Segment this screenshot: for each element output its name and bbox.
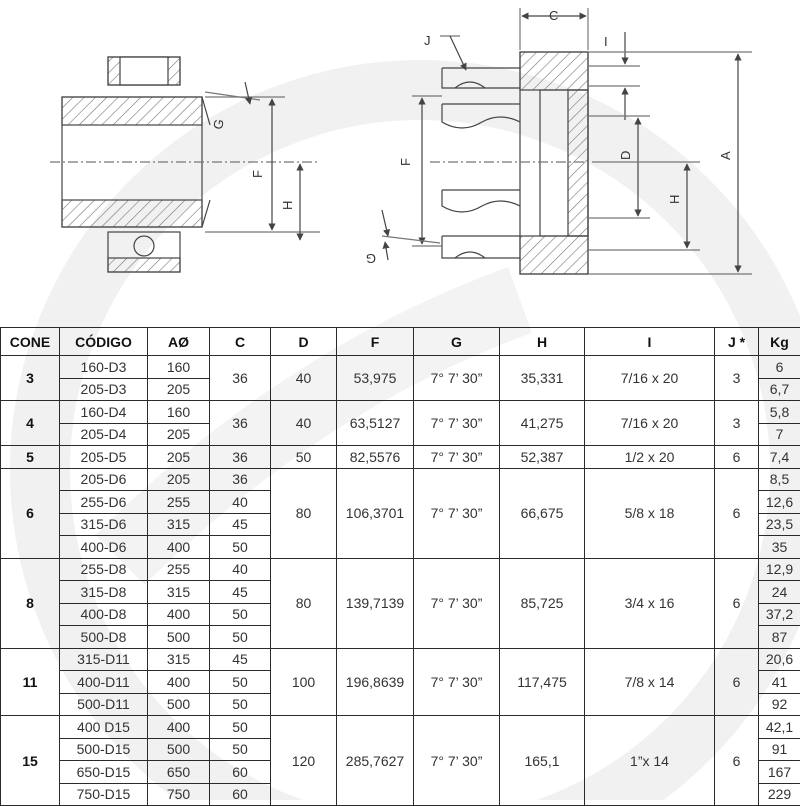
left-label-g: G bbox=[210, 118, 227, 131]
a-diameter-cell: 500 bbox=[148, 738, 210, 761]
codigo-cell: 315-D11 bbox=[60, 648, 148, 671]
f-cell: 139,7139 bbox=[337, 558, 414, 648]
right-label-g: G bbox=[366, 251, 376, 266]
a-diameter-cell: 315 bbox=[148, 513, 210, 536]
g-cell: 7° 7’ 30” bbox=[414, 558, 500, 648]
h-cell: 66,675 bbox=[500, 468, 585, 558]
a-diameter-cell: 500 bbox=[148, 693, 210, 716]
column-header: F bbox=[337, 328, 414, 356]
c-cell: 40 bbox=[210, 558, 271, 581]
right-label-a: A bbox=[718, 151, 733, 160]
d-cell: 50 bbox=[271, 446, 337, 469]
codigo-cell: 205-D5 bbox=[60, 446, 148, 469]
table-header-row bbox=[1, 328, 800, 356]
c-cell: 36 bbox=[210, 356, 271, 401]
kg-cell: 23,5 bbox=[759, 513, 800, 536]
i-cell: 7/16 x 20 bbox=[585, 356, 715, 401]
a-diameter-cell: 400 bbox=[148, 603, 210, 626]
d-cell: 40 bbox=[271, 401, 337, 446]
d-cell: 120 bbox=[271, 716, 337, 806]
i-cell: 1”x 14 bbox=[585, 716, 715, 806]
g-cell: 7° 7’ 30” bbox=[414, 446, 500, 469]
codigo-cell: 400-D8 bbox=[60, 603, 148, 626]
c-cell: 60 bbox=[210, 761, 271, 784]
c-cell: 50 bbox=[210, 536, 271, 559]
table-row bbox=[1, 401, 800, 424]
cone-cell: 5 bbox=[1, 446, 60, 469]
i-cell: 3/4 x 16 bbox=[585, 558, 715, 648]
h-cell: 117,475 bbox=[500, 648, 585, 716]
codigo-cell: 400-D11 bbox=[60, 671, 148, 694]
kg-cell: 7,4 bbox=[759, 446, 800, 469]
h-cell: 165,1 bbox=[500, 716, 585, 806]
kg-cell: 91 bbox=[759, 738, 800, 761]
a-diameter-cell: 205 bbox=[148, 446, 210, 469]
codigo-cell: 750-D15 bbox=[60, 783, 148, 806]
f-cell: 285,7627 bbox=[337, 716, 414, 806]
j-cell: 6 bbox=[715, 648, 759, 716]
j-cell: 3 bbox=[715, 401, 759, 446]
column-header: AØ bbox=[148, 328, 210, 356]
cone-cell: 11 bbox=[1, 648, 60, 716]
a-diameter-cell: 205 bbox=[148, 378, 210, 401]
a-diameter-cell: 160 bbox=[148, 356, 210, 379]
f-cell: 106,3701 bbox=[337, 468, 414, 558]
kg-cell: 12,9 bbox=[759, 558, 800, 581]
a-diameter-cell: 400 bbox=[148, 536, 210, 559]
left-label-h: H bbox=[280, 201, 295, 210]
i-cell: 1/2 x 20 bbox=[585, 446, 715, 469]
h-cell: 35,331 bbox=[500, 356, 585, 401]
kg-cell: 24 bbox=[759, 581, 800, 604]
codigo-cell: 205-D6 bbox=[60, 468, 148, 491]
a-diameter-cell: 205 bbox=[148, 423, 210, 446]
d-cell: 80 bbox=[271, 468, 337, 558]
c-cell: 40 bbox=[210, 491, 271, 514]
c-cell: 36 bbox=[210, 468, 271, 491]
g-cell: 7° 7’ 30” bbox=[414, 356, 500, 401]
table-body bbox=[1, 356, 800, 806]
cone-cell: 8 bbox=[1, 558, 60, 648]
a-diameter-cell: 160 bbox=[148, 401, 210, 424]
j-cell: 6 bbox=[715, 558, 759, 648]
column-header: I bbox=[585, 328, 715, 356]
h-cell: 85,725 bbox=[500, 558, 585, 648]
column-header: C bbox=[210, 328, 271, 356]
column-header: Kg bbox=[759, 328, 800, 356]
table-row bbox=[1, 716, 800, 739]
table-row bbox=[1, 648, 800, 671]
kg-cell: 8,5 bbox=[759, 468, 800, 491]
left-label-f: F bbox=[250, 170, 265, 178]
h-cell: 41,275 bbox=[500, 401, 585, 446]
a-diameter-cell: 255 bbox=[148, 558, 210, 581]
d-cell: 40 bbox=[271, 356, 337, 401]
kg-cell: 92 bbox=[759, 693, 800, 716]
a-diameter-cell: 205 bbox=[148, 468, 210, 491]
kg-cell: 6,7 bbox=[759, 378, 800, 401]
c-cell: 36 bbox=[210, 401, 271, 446]
g-cell: 7° 7’ 30” bbox=[414, 648, 500, 716]
right-label-i: I bbox=[604, 34, 608, 49]
codigo-cell: 500-D15 bbox=[60, 738, 148, 761]
codigo-cell: 255-D8 bbox=[60, 558, 148, 581]
kg-cell: 42,1 bbox=[759, 716, 800, 739]
table-row bbox=[1, 356, 800, 379]
kg-cell: 229 bbox=[759, 783, 800, 806]
column-header: J * bbox=[715, 328, 759, 356]
cone-cell: 15 bbox=[1, 716, 60, 806]
kg-cell: 41 bbox=[759, 671, 800, 694]
a-diameter-cell: 315 bbox=[148, 648, 210, 671]
codigo-cell: 650-D15 bbox=[60, 761, 148, 784]
f-cell: 82,5576 bbox=[337, 446, 414, 469]
h-cell: 52,387 bbox=[500, 446, 585, 469]
c-cell: 50 bbox=[210, 671, 271, 694]
j-cell: 6 bbox=[715, 716, 759, 806]
left-view bbox=[50, 57, 320, 272]
i-cell: 5/8 x 18 bbox=[585, 468, 715, 558]
codigo-cell: 500-D11 bbox=[60, 693, 148, 716]
codigo-cell: 315-D6 bbox=[60, 513, 148, 536]
g-cell: 7° 7’ 30” bbox=[414, 468, 500, 558]
j-cell: 3 bbox=[715, 356, 759, 401]
kg-cell: 7 bbox=[759, 423, 800, 446]
c-cell: 45 bbox=[210, 513, 271, 536]
right-label-h: H bbox=[667, 195, 682, 204]
j-cell: 6 bbox=[715, 468, 759, 558]
right-label-d: D bbox=[618, 151, 633, 160]
a-diameter-cell: 500 bbox=[148, 626, 210, 649]
kg-cell: 87 bbox=[759, 626, 800, 649]
kg-cell: 20,6 bbox=[759, 648, 800, 671]
right-label-j: J bbox=[424, 33, 431, 48]
d-cell: 100 bbox=[271, 648, 337, 716]
d-cell: 80 bbox=[271, 558, 337, 648]
codigo-cell: 255-D6 bbox=[60, 491, 148, 514]
a-diameter-cell: 400 bbox=[148, 716, 210, 739]
i-cell: 7/8 x 14 bbox=[585, 648, 715, 716]
kg-cell: 6 bbox=[759, 356, 800, 379]
codigo-cell: 205-D3 bbox=[60, 378, 148, 401]
j-cell: 6 bbox=[715, 446, 759, 469]
cone-cell: 3 bbox=[1, 356, 60, 401]
codigo-cell: 400 D15 bbox=[60, 716, 148, 739]
codigo-cell: 160-D4 bbox=[60, 401, 148, 424]
i-cell: 7/16 x 20 bbox=[585, 401, 715, 446]
column-header: H bbox=[500, 328, 585, 356]
table-row bbox=[1, 446, 800, 469]
c-cell: 50 bbox=[210, 738, 271, 761]
codigo-cell: 205-D4 bbox=[60, 423, 148, 446]
cone-cell: 6 bbox=[1, 468, 60, 558]
g-cell: 7° 7’ 30” bbox=[414, 716, 500, 806]
a-diameter-cell: 750 bbox=[148, 783, 210, 806]
column-header: D bbox=[271, 328, 337, 356]
g-cell: 7° 7’ 30” bbox=[414, 401, 500, 446]
a-diameter-cell: 400 bbox=[148, 671, 210, 694]
c-cell: 45 bbox=[210, 581, 271, 604]
cone-cell: 4 bbox=[1, 401, 60, 446]
c-cell: 50 bbox=[210, 603, 271, 626]
a-diameter-cell: 315 bbox=[148, 581, 210, 604]
kg-cell: 35 bbox=[759, 536, 800, 559]
f-cell: 63,5127 bbox=[337, 401, 414, 446]
f-cell: 196,8639 bbox=[337, 648, 414, 716]
right-label-f: F bbox=[398, 158, 413, 166]
column-header: G bbox=[414, 328, 500, 356]
technical-drawing bbox=[0, 0, 800, 310]
column-header: CONE bbox=[1, 328, 60, 356]
c-cell: 50 bbox=[210, 716, 271, 739]
codigo-cell: 400-D6 bbox=[60, 536, 148, 559]
kg-cell: 12,6 bbox=[759, 491, 800, 514]
codigo-cell: 315-D8 bbox=[60, 581, 148, 604]
c-cell: 36 bbox=[210, 446, 271, 469]
c-cell: 50 bbox=[210, 693, 271, 716]
f-cell: 53,975 bbox=[337, 356, 414, 401]
table-row bbox=[1, 468, 800, 491]
table-row bbox=[1, 558, 800, 581]
c-cell: 50 bbox=[210, 626, 271, 649]
cone-spec-table bbox=[0, 327, 800, 806]
right-label-c: C bbox=[549, 8, 558, 23]
a-diameter-cell: 650 bbox=[148, 761, 210, 784]
kg-cell: 37,2 bbox=[759, 603, 800, 626]
a-diameter-cell: 255 bbox=[148, 491, 210, 514]
c-cell: 60 bbox=[210, 783, 271, 806]
column-header: CÓDIGO bbox=[60, 328, 148, 356]
codigo-cell: 500-D8 bbox=[60, 626, 148, 649]
kg-cell: 167 bbox=[759, 761, 800, 784]
right-view bbox=[382, 8, 752, 274]
c-cell: 45 bbox=[210, 648, 271, 671]
codigo-cell: 160-D3 bbox=[60, 356, 148, 379]
kg-cell: 5,8 bbox=[759, 401, 800, 424]
